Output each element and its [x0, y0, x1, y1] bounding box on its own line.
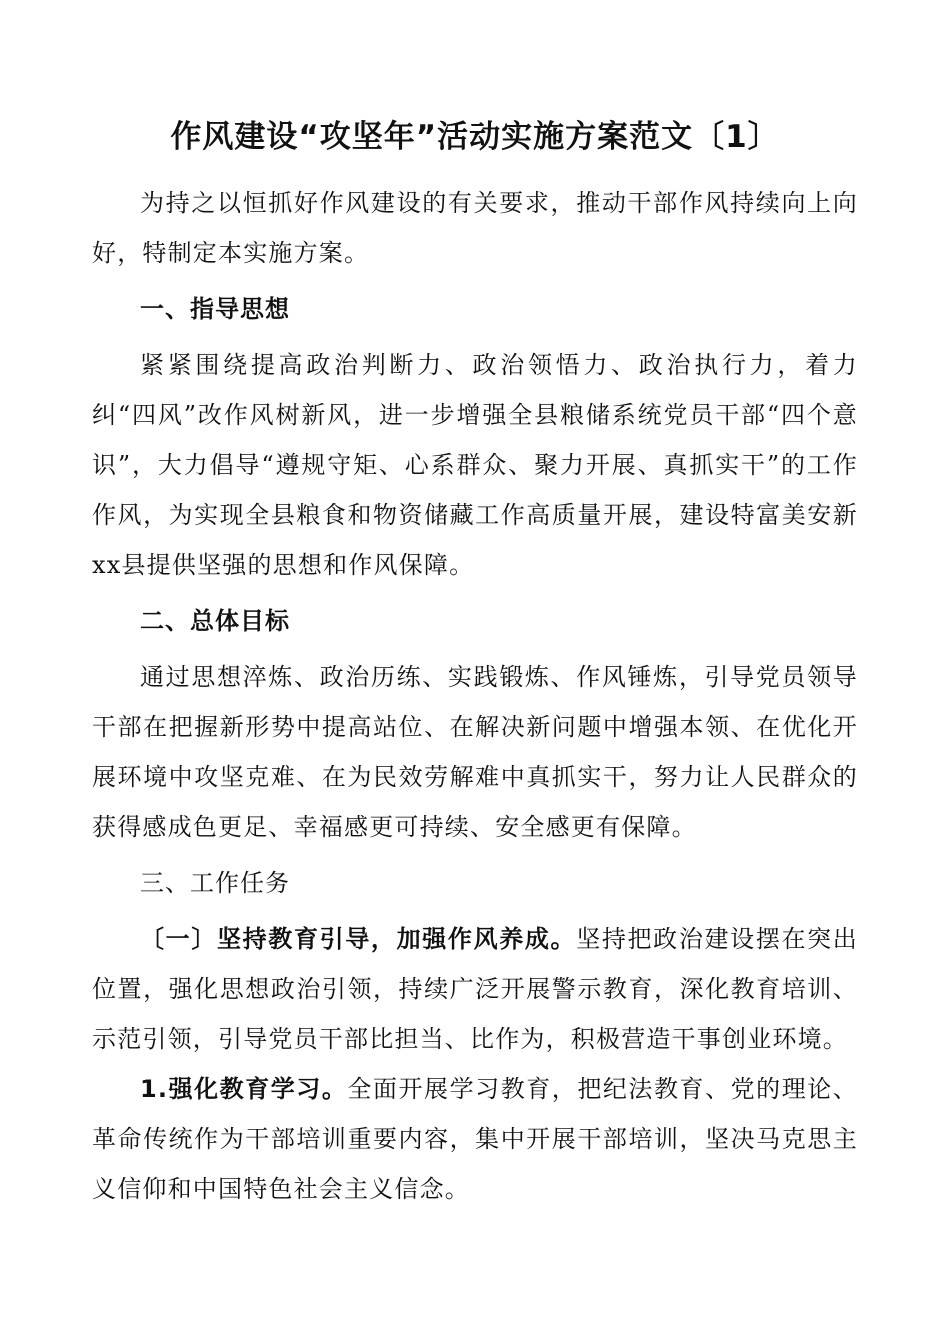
task1-paragraph — [92, 914, 858, 1064]
task1-body: 坚持把政治建设摆在突出位置，强化思想政治引领，持续广泛开展警示教育，深化教育培训、示范引领，引导党员干部比担当、比作为，积极营造干事创业环境。 — [92, 925, 858, 1053]
item1-paragraph — [92, 1064, 858, 1214]
section-heading-overall-goal: 二、总体目标 — [140, 607, 290, 635]
document-title: 作风建设“攻坚年”活动实施方案范文〔1〕 — [170, 119, 780, 155]
item1-lead: 1.强化教育学习。 — [140, 1075, 348, 1103]
item1-body: 全面开展学习教育，把纪法教育、党的理论、革命传统作为干部培训重要内容，集中开展干部培训，坚决马克思主义信仰和中国特色社会主义信念。 — [92, 1075, 859, 1203]
section-heading-work-tasks: 三、工作任务 — [140, 869, 290, 897]
task1-lead: 〔一〕坚持教育引导，加强作风养成。 — [140, 925, 577, 953]
intro-paragraph: 为持之以恒抓好作风建设的有关要求，推动干部作风持续向上向好，特制定本实施方案。 — [92, 189, 858, 267]
section-heading-guiding-thought: 一、指导思想 — [140, 295, 290, 323]
overall-goal-paragraph: 通过思想淬炼、政治历练、实践锻炼、作风锤炼，引导党员领导干部在把握新形势中提高站位、在解决新问题中增强本领、在优化开展环境中攻坚克难、在为民效劳解难中真抓实干，努力让人民群众的获得感成色更足、幸福感更可持续、安全感更有保障。 — [92, 663, 858, 841]
guiding-thought-paragraph: 紧紧围绕提高政治判断力、政治领悟力、政治执行力，着力纠“四风”改作风树新风，进一步增强全县粮储系统党员干部“四个意识”，大力倡导“遵规守矩、心系群众、聚力开展、真抓实干”的工作作风，为实现全县粮食和物资储藏工作高质量开展，建设特富美安新xx县提供坚强的思想和作风保障。 — [92, 351, 858, 579]
document-page — [92, 112, 858, 1214]
